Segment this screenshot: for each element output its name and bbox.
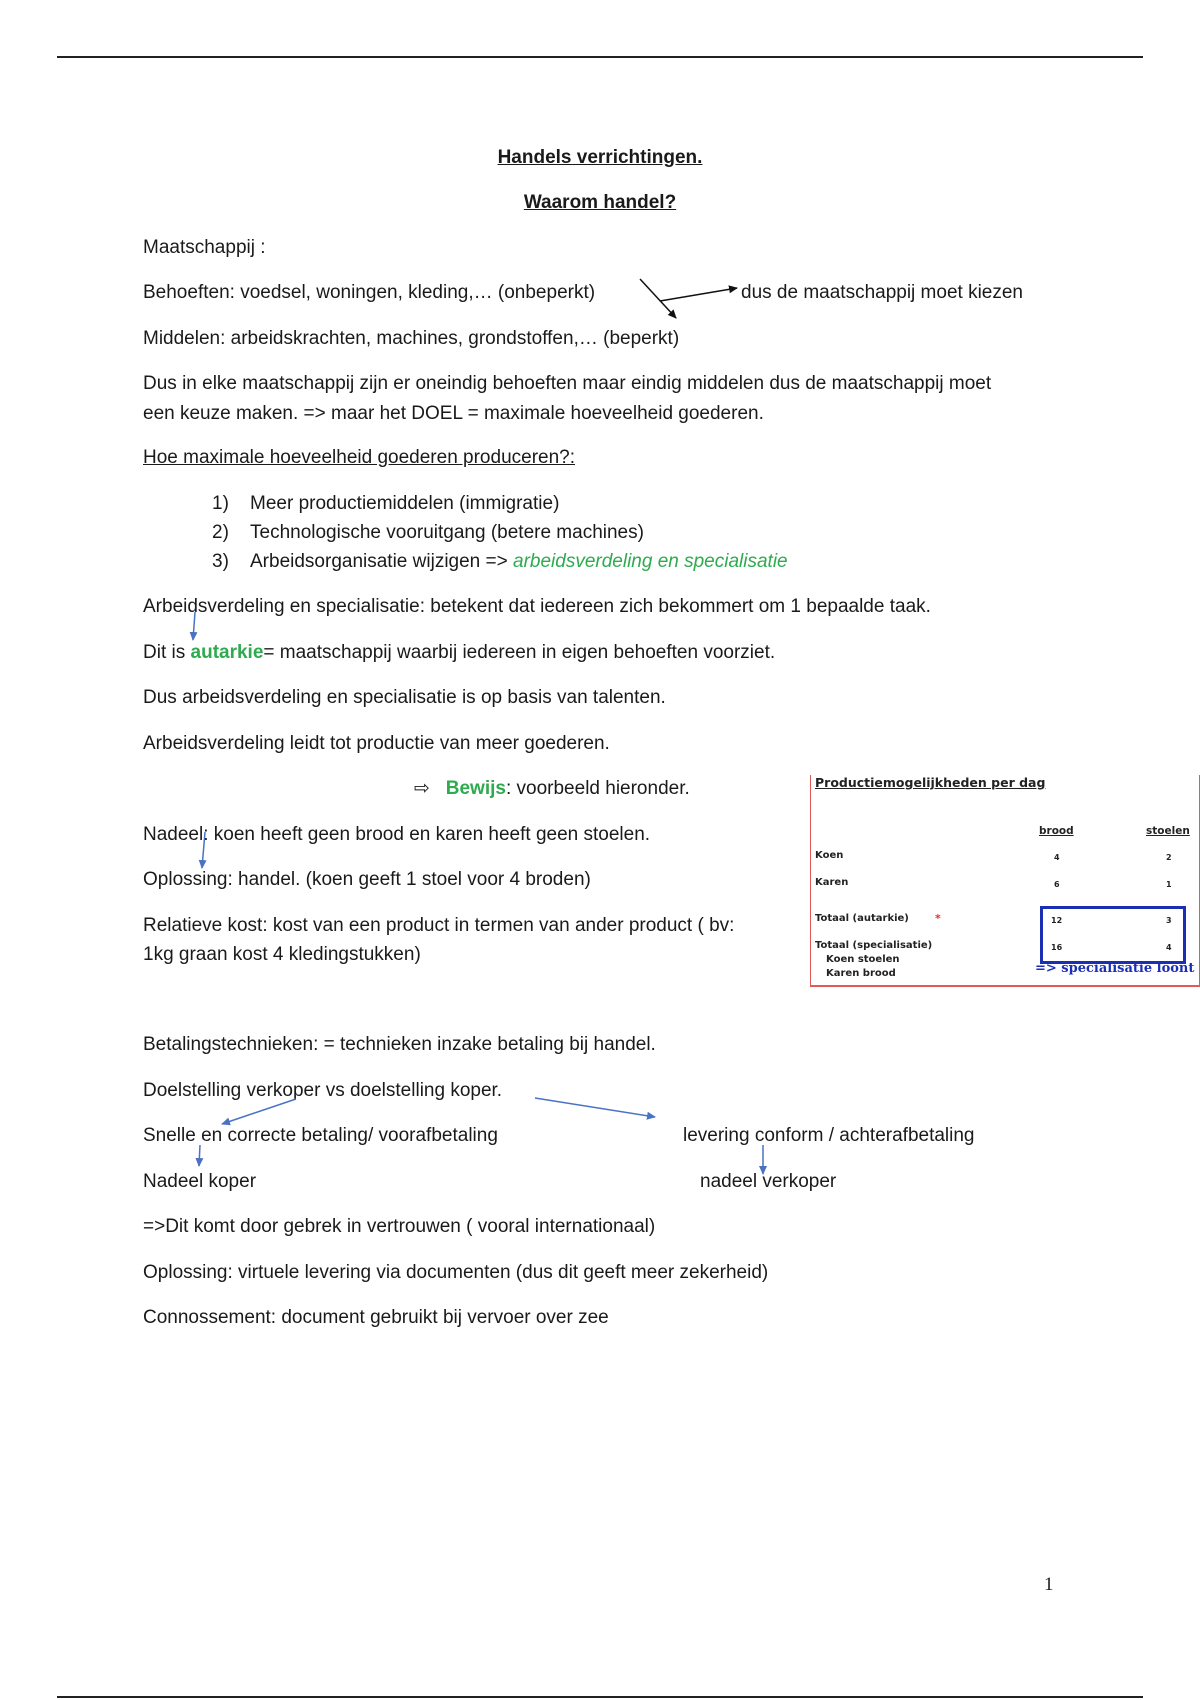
nadeel-verkoper-text: nadeel verkoper	[700, 1171, 837, 1192]
productie-question: Hoe maximale hoeveelheid goederen produceren?:	[143, 447, 576, 468]
betalingstechnieken-line: Betalingstechnieken: = technieken inzake betaling bij handel.	[143, 1034, 656, 1055]
highlight-arbeidsverdeling: arbeidsverdeling en specialisatie	[513, 551, 788, 572]
keuze-text: dus de maatschappij moet kiezen	[741, 282, 1023, 303]
page-number: 1	[1044, 1574, 1054, 1595]
list-item: 1) Meer productiemiddelen (immigratie)	[212, 493, 560, 514]
relatieve-kost-line2: 1kg graan kost 4 kledingstukken)	[143, 944, 421, 965]
table-sub-label: Koen stoelen	[826, 954, 900, 965]
scarcity-paragraph-line1: Dus in elke maatschappij zijn er oneindig behoeften maar eindig middelen dus de maatschappij moet	[143, 373, 992, 394]
list-item: 3) Arbeidsorganisatie wijzigen => arbeidsverdeling en specialisatie	[212, 551, 788, 572]
column-header-stoelen: stoelen	[1146, 825, 1190, 837]
table-cell: 1	[1166, 880, 1172, 889]
table-cell: 4	[1054, 853, 1060, 862]
table-cell: 16	[1051, 943, 1063, 952]
table-cell: 2	[1166, 853, 1172, 862]
oplossing-handel-line: Oplossing: handel. (koen geeft 1 stoel voor 4 broden)	[143, 869, 591, 890]
asterisk-mark: *	[935, 912, 941, 925]
table-cell: 12	[1051, 916, 1063, 925]
highlight-box	[1040, 906, 1186, 964]
table-conclusion: => specialisatie loont	[1035, 961, 1195, 976]
table-row-label: Totaal (specialisatie)	[815, 940, 933, 951]
bottom-rule	[57, 1696, 1143, 1698]
productie-list	[212, 489, 788, 576]
scarcity-paragraph-line2: een keuze maken. => maar het DOEL = maximale hoeveelheid goederen.	[143, 403, 764, 424]
table-cell: 3	[1166, 916, 1172, 925]
page-title: Handels verrichtingen.	[497, 147, 703, 168]
nadeel-koper-text: Nadeel koper	[143, 1171, 257, 1192]
list-item: 2) Technologische vooruitgang (betere machines)	[212, 522, 644, 543]
table-cell: 4	[1166, 943, 1172, 952]
doel-koper-text: Snelle en correcte betaling/ voorafbetaling	[143, 1125, 498, 1146]
talenten-line: Dus arbeidsverdeling en specialisatie is op basis van talenten.	[143, 687, 666, 708]
doel-verkoper-arrow-icon	[535, 1098, 655, 1117]
autarkie-term: autarkie	[190, 642, 264, 663]
virtuele-levering-line: Oplossing: virtuele levering via documenten (dus dit geeft meer zekerheid)	[143, 1262, 769, 1283]
top-rule	[57, 56, 1143, 58]
meer-goederen-line: Arbeidsverdeling leidt tot productie van meer goederen.	[143, 733, 610, 754]
table-title: Productiemogelijkheden per dag	[815, 775, 1046, 790]
table-row-label: Koen	[815, 850, 844, 861]
behoeften-line: Behoeften: voedsel, woningen, kleding,… (onbeperkt)	[143, 282, 596, 303]
table-cell: 6	[1054, 880, 1060, 889]
table-row-label: Totaal (autarkie)	[815, 913, 909, 924]
doel-verkoper-text: levering conform / achterafbetaling	[683, 1125, 975, 1146]
column-header-brood: brood	[1039, 825, 1074, 837]
middelen-line: Middelen: arbeidskrachten, machines, grondstoffen,… (beperkt)	[143, 328, 680, 349]
arrow-right-icon: ⇨	[414, 778, 430, 799]
bewijs-line: ⇨ Bewijs: voorbeeld hieronder.	[414, 778, 690, 799]
table-sub-label: Karen brood	[826, 968, 896, 979]
bewijs-term: Bewijs	[445, 778, 506, 799]
table-row-label: Karen	[815, 877, 849, 888]
autarkie-line: Dit is autarkie= maatschappij waarbij iedereen in eigen behoeften voorziet.	[143, 642, 776, 663]
doelstelling-line: Doelstelling verkoper vs doelstelling koper.	[143, 1080, 503, 1101]
relatieve-kost-line1: Relatieve kost: kost van een product in termen van ander product ( bv:	[143, 915, 735, 936]
connossement-line: Connossement: document gebruikt bij vervoer over zee	[143, 1307, 609, 1328]
page-subtitle: Waarom handel?	[523, 192, 677, 213]
vertrouwen-line: =>Dit komt door gebrek in vertrouwen ( vooral internationaal)	[143, 1216, 656, 1237]
specialisatie-definition: Arbeidsverdeling en specialisatie: betekent dat iedereen zich bekommert om 1 bepaalde taak.	[143, 596, 931, 617]
nadeel-line: Nadeel: koen heeft geen brood en karen heeft geen stoelen.	[143, 824, 651, 845]
production-table-figure	[810, 775, 1200, 987]
maatschappij-label: Maatschappij :	[143, 237, 266, 258]
behoeften-arrow-icon	[640, 279, 737, 318]
